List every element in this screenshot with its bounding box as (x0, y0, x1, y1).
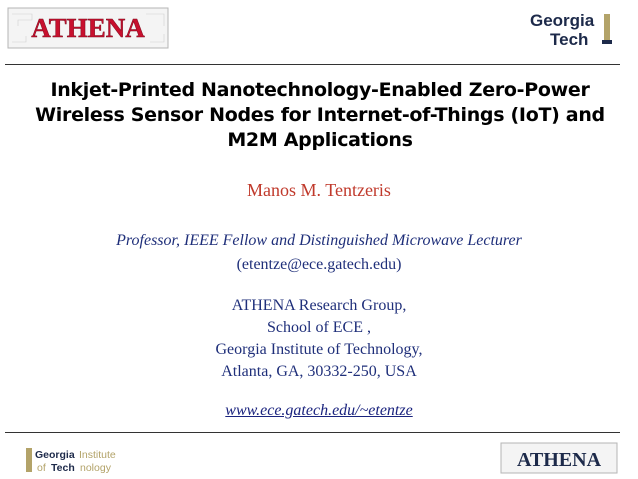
gt-logo-line1: Georgia (530, 11, 595, 30)
title-line-3: M2M Applications (227, 129, 413, 151)
institute-name: Georgia Institute of Technology, (215, 341, 423, 358)
gt-tower-icon (604, 14, 610, 44)
svg-text:nology: nology (80, 462, 111, 474)
svg-text:Institute: Institute (79, 449, 116, 461)
author-name: Manos M. Tentzeris (247, 180, 391, 200)
svg-text:Georgia: Georgia (35, 449, 75, 461)
footer-divider (5, 432, 620, 433)
georgia-institute-logo (26, 446, 136, 474)
address: Atlanta, GA, 30332-250, USA (221, 363, 417, 380)
svg-text:of: of (37, 462, 46, 474)
athena-logo (6, 6, 170, 50)
research-group: ATHENA Research Group, (231, 297, 407, 314)
gt-bottom-tower-icon (26, 448, 32, 472)
gt-logo-line2: Tech (550, 30, 589, 48)
georgia-tech-logo (528, 10, 620, 48)
athena-logo-footer (500, 442, 618, 474)
author-position: Professor, IEEE Fellow and Distinguished Microwave Lecturer (116, 232, 522, 249)
athena-logo-text: ATHENA (31, 13, 145, 43)
athena-footer-logo-text: ATHENA (516, 449, 602, 471)
svg-text:Tech: Tech (51, 462, 75, 474)
school-name: School of ECE , (267, 319, 371, 336)
title-line-1: Inkjet-Printed Nanotechnology-Enabled Zero-Power (50, 79, 590, 101)
website-link[interactable]: www.ece.gatech.edu/~etentze (225, 402, 413, 419)
title-line-2: Wireless Sensor Nodes for Internet-of-Things (IoT) and (35, 104, 605, 126)
header-divider (5, 64, 620, 65)
author-email: (etentze@ece.gatech.edu) (236, 256, 402, 273)
slide-title (30, 78, 610, 153)
